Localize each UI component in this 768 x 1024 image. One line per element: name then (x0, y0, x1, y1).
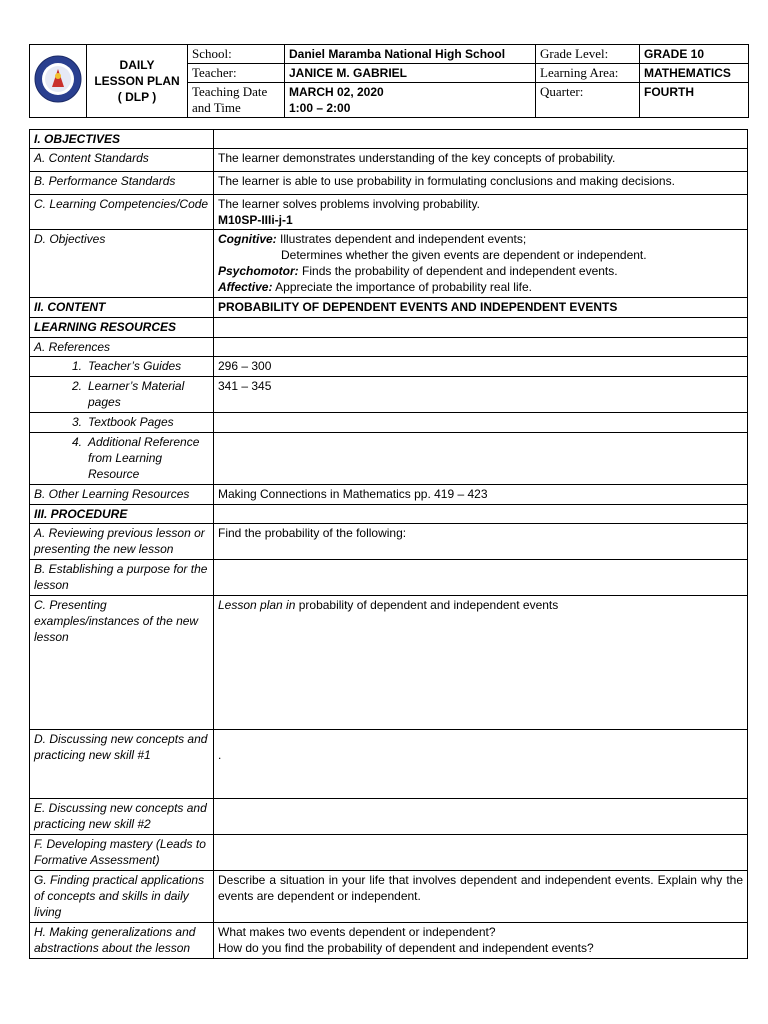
dlp-title-line-3: ( DLP ) (117, 90, 157, 104)
procedure-c-italic: Lesson plan in (218, 598, 296, 612)
procedure-g-value: Describe a situation in your life that involves dependent and independent events. Explain why the events are dependent or independent. (214, 871, 748, 923)
affective-label: Affective: (218, 280, 273, 294)
references-blank (214, 338, 748, 357)
cognitive-value-2: Determines whether the given events are dependent or independent. (281, 248, 647, 262)
cognitive-value-1: Illustrates dependent and independent events; (280, 232, 527, 246)
procedure-g-label: G. Finding practical applications of concepts and skills in daily living (30, 871, 214, 923)
procedure-f-label: F. Developing mastery (Leads to Formative Assessment) (30, 835, 214, 871)
procedure-heading: III. PROCEDURE (30, 505, 214, 524)
competencies-cell (214, 195, 748, 230)
deped-seal-icon (33, 54, 83, 104)
procedure-heading-blank (214, 505, 748, 524)
procedure-d-cell (214, 730, 748, 799)
psychomotor-label: Psychomotor: (218, 264, 299, 278)
reference-value: 296 – 300 (214, 357, 748, 377)
deped-logo-cell (30, 45, 87, 118)
grade-level-label: Grade Level: (536, 45, 640, 64)
competencies-value: The learner solves problems involving probability. (218, 197, 480, 211)
learning-area-value: MATHEMATICS (640, 64, 749, 83)
other-resources-value: Making Connections in Mathematics pp. 419 – 423 (214, 485, 748, 505)
learning-area-label: Learning Area: (536, 64, 640, 83)
competencies-code: M10SP-IIIi-j-1 (218, 213, 293, 227)
reference-item (30, 357, 214, 377)
reference-number: 4. (71, 435, 82, 449)
procedure-h-value-2: How do you find the probability of dependent and independent events? (218, 941, 594, 955)
teaching-date-label (188, 83, 285, 118)
teaching-date-label-line-1: Teaching Date (192, 84, 268, 99)
learning-resources-blank (214, 318, 748, 338)
reference-value (214, 413, 748, 433)
content-value: PROBABILITY OF DEPENDENT EVENTS AND INDEPENDENT EVENTS (214, 298, 748, 318)
procedure-h-cell (214, 923, 748, 959)
reference-label: Teacher’s Guides (88, 359, 182, 373)
cognitive-line (218, 231, 743, 247)
procedure-d-value: . (218, 748, 222, 762)
objectives-heading-blank (214, 130, 748, 149)
procedure-b-value (214, 560, 748, 596)
procedure-e-value (214, 799, 748, 835)
date-value: MARCH 02, 2020 (289, 85, 384, 99)
procedure-a-label: A. Reviewing previous lesson or presenting the new lesson (30, 524, 214, 560)
references-label: A. References (30, 338, 214, 357)
teaching-date-value (285, 83, 536, 118)
procedure-e-label: E. Discussing new concepts and practicing new skill #2 (30, 799, 214, 835)
procedure-c-value (214, 596, 748, 730)
school-value: Daniel Maramba National High School (285, 45, 536, 64)
teacher-label: Teacher: (188, 64, 285, 83)
dlp-main-table (29, 129, 748, 959)
dlp-title-line-2: LESSON PLAN (94, 74, 180, 88)
procedure-h-value-1: What makes two events dependent or independent? (218, 925, 496, 939)
reference-item (30, 433, 214, 485)
performance-standards-value: The learner is able to use probability in formulating conclusions and making decisions. (214, 172, 748, 195)
procedure-c-label: C. Presenting examples/instances of the new lesson (30, 596, 214, 730)
objectives-cell (214, 230, 748, 298)
reference-label: Additional Reference from Learning Resource (88, 435, 200, 481)
dlp-title-line-1: DAILY (119, 58, 155, 72)
reference-item (30, 377, 214, 413)
reference-item (30, 413, 214, 433)
dlp-title (87, 45, 188, 118)
content-standards-value: The learner demonstrates understanding of the key concepts of probability. (214, 149, 748, 172)
school-label: School: (188, 45, 285, 64)
other-resources-label: B. Other Learning Resources (30, 485, 214, 505)
procedure-a-value: Find the probability of the following: (214, 524, 748, 560)
procedure-d-label: D. Discussing new concepts and practicing new skill #1 (30, 730, 214, 799)
reference-number: 1. (71, 359, 82, 373)
time-value: 1:00 – 2:00 (289, 101, 351, 115)
objectives-heading: I. OBJECTIVES (30, 130, 214, 149)
grade-level-value: GRADE 10 (640, 45, 749, 64)
reference-label: Textbook Pages (88, 415, 174, 429)
content-heading: II. CONTENT (30, 298, 214, 318)
reference-label: Learner’s Material pages (88, 379, 185, 409)
learning-resources-heading: LEARNING RESOURCES (30, 318, 214, 338)
content-standards-label: A. Content Standards (30, 149, 214, 172)
teaching-date-label-line-2: and Time (192, 100, 241, 115)
quarter-label: Quarter: (536, 83, 640, 118)
reference-value (214, 433, 748, 485)
procedure-f-value (214, 835, 748, 871)
reference-number: 3. (71, 415, 82, 429)
procedure-b-label: B. Establishing a purpose for the lesson (30, 560, 214, 596)
reference-value: 341 – 345 (214, 377, 748, 413)
psychomotor-value: Finds the probability of dependent and independent events. (302, 264, 618, 278)
reference-number: 2. (71, 379, 82, 393)
competencies-label: C. Learning Competencies/Code (30, 195, 214, 230)
teacher-value: JANICE M. GABRIEL (285, 64, 536, 83)
procedure-c-rest: probability of dependent and independent events (295, 598, 559, 612)
affective-line (218, 279, 743, 295)
dlp-header-table (29, 44, 749, 118)
affective-value: Appreciate the importance of probability real life. (275, 280, 532, 294)
cognitive-label: Cognitive: (218, 232, 277, 246)
objectives-label: D. Objectives (30, 230, 214, 298)
psychomotor-line (218, 263, 743, 279)
performance-standards-label: B. Performance Standards (30, 172, 214, 195)
procedure-h-label: H. Making generalizations and abstractions about the lesson (30, 923, 214, 959)
quarter-value: FOURTH (640, 83, 749, 118)
